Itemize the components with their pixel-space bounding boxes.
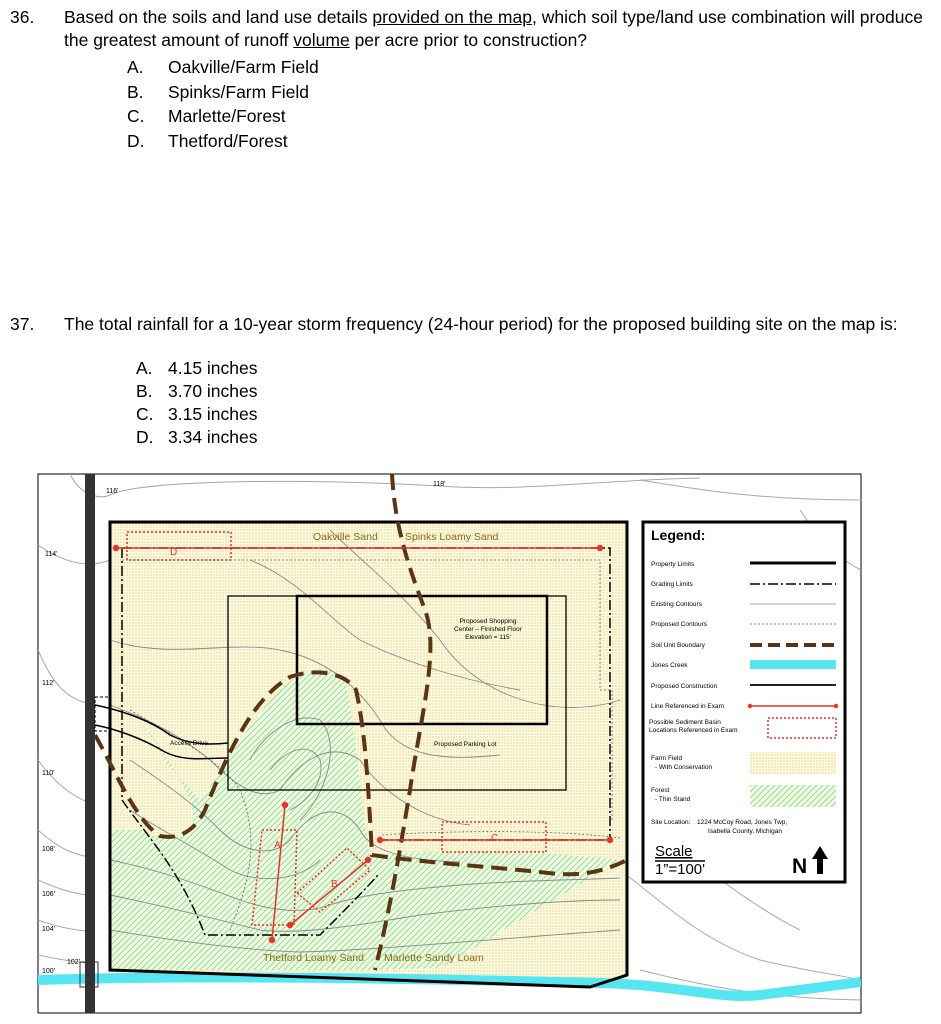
- contour-label: 112': [42, 680, 55, 687]
- legend-item: Grading Limits: [651, 581, 693, 588]
- building-label: Elevation = 115': [465, 634, 511, 641]
- option-letter: C.: [127, 106, 145, 126]
- question-text: The total rainfall for a 10-year storm frequency (24-hour period) for the proposed building site on the map is:: [64, 314, 898, 334]
- scale-title: Scale: [655, 843, 693, 860]
- basin-label-c: C: [491, 833, 499, 844]
- question-text-part: per acre prior to construction?: [349, 30, 588, 50]
- legend-item: Line Referenced in Exam: [651, 703, 724, 710]
- option-text: Spinks/Farm Field: [168, 81, 310, 102]
- contour-label: 102': [67, 959, 81, 966]
- legend-item: Forest: [651, 787, 670, 794]
- contour-label: 114': [45, 551, 58, 558]
- site-location: 1224 McCoy Road, Jones Twp,: [697, 819, 788, 826]
- legend-item: Jones Creek: [651, 662, 688, 669]
- option-letter: A.: [127, 57, 144, 77]
- option-letter: D.: [136, 427, 154, 447]
- scale-value: 1”=100': [655, 861, 705, 878]
- basin-label-a: A: [274, 840, 281, 851]
- soil-label-thetford: Thetford Loamy Sand: [263, 952, 364, 964]
- question-text-part: Based on the soils and land use details: [64, 7, 373, 27]
- option-text: 3.34 inches: [168, 427, 258, 447]
- option-letter: C.: [136, 404, 154, 424]
- basin-label-b: B: [331, 879, 338, 890]
- option-text: 4.15 inches: [168, 358, 258, 378]
- underlined-text: provided on the map: [372, 7, 532, 27]
- legend-item: Soil Unit Boundary: [651, 642, 705, 649]
- legend-item: Proposed Contours: [651, 621, 708, 628]
- contour-label: 118': [433, 481, 446, 488]
- option-text: Thetford/Forest: [168, 130, 288, 151]
- option-text: Marlette/Forest: [168, 106, 286, 126]
- legend-item: Locations Referenced in Exam: [649, 727, 738, 734]
- road: [85, 474, 95, 1013]
- legend-item: Possible Sediment Basin: [649, 719, 721, 726]
- legend-item: Proposed Construction: [651, 683, 718, 690]
- north-label: N: [792, 855, 808, 878]
- legend-item: Existing Contours: [651, 601, 702, 608]
- site-location: Isabella County, Michigan: [708, 828, 782, 835]
- site-location-label: Site Location:: [651, 819, 691, 826]
- option-text: Oakville/Farm Field: [168, 57, 319, 77]
- access-drive-label: Access Drive: [170, 740, 208, 747]
- contour-label: 100': [42, 968, 56, 975]
- contour-label: 110': [42, 770, 55, 777]
- legend-title: Legend:: [651, 527, 706, 543]
- option-letter: A.: [136, 358, 153, 378]
- contour-label: 106': [42, 891, 56, 898]
- soil-label-marlette: Marlette Sandy Loam: [384, 952, 484, 964]
- legend-item: Property Limits: [651, 561, 695, 568]
- option-text: 3.15 inches: [168, 404, 258, 424]
- building-label: Proposed Shopping: [459, 618, 517, 625]
- option-letter: B.: [136, 381, 153, 401]
- basin-label-d: D: [170, 547, 178, 558]
- contour-label: 108': [42, 846, 56, 853]
- soil-label-spinks: Spinks Loamy Sand: [405, 531, 499, 543]
- option-text: 3.70 inches: [168, 381, 258, 401]
- contour-label: 116': [106, 488, 119, 495]
- question-number: 36.: [10, 7, 35, 27]
- option-letter: B.: [127, 81, 144, 102]
- legend-item: Farm Field: [651, 755, 683, 762]
- contour-label: 104': [42, 926, 56, 933]
- question-text-part: , which soil type/land use combination will produce the greatest amount of runoff: [64, 7, 924, 50]
- building-label: Center – Finished Floor: [454, 626, 522, 633]
- legend-item: - With Conservation: [655, 764, 713, 771]
- option-letter: D.: [127, 130, 145, 151]
- soil-label-oakville: Oakville Sand: [313, 531, 378, 543]
- underlined-text: volume: [293, 30, 350, 50]
- legend-item: - Thin Stand: [655, 796, 691, 803]
- map-legend: [643, 522, 845, 882]
- question-number: 37.: [10, 314, 35, 334]
- parking-label: Proposed Parking Lot: [434, 741, 497, 748]
